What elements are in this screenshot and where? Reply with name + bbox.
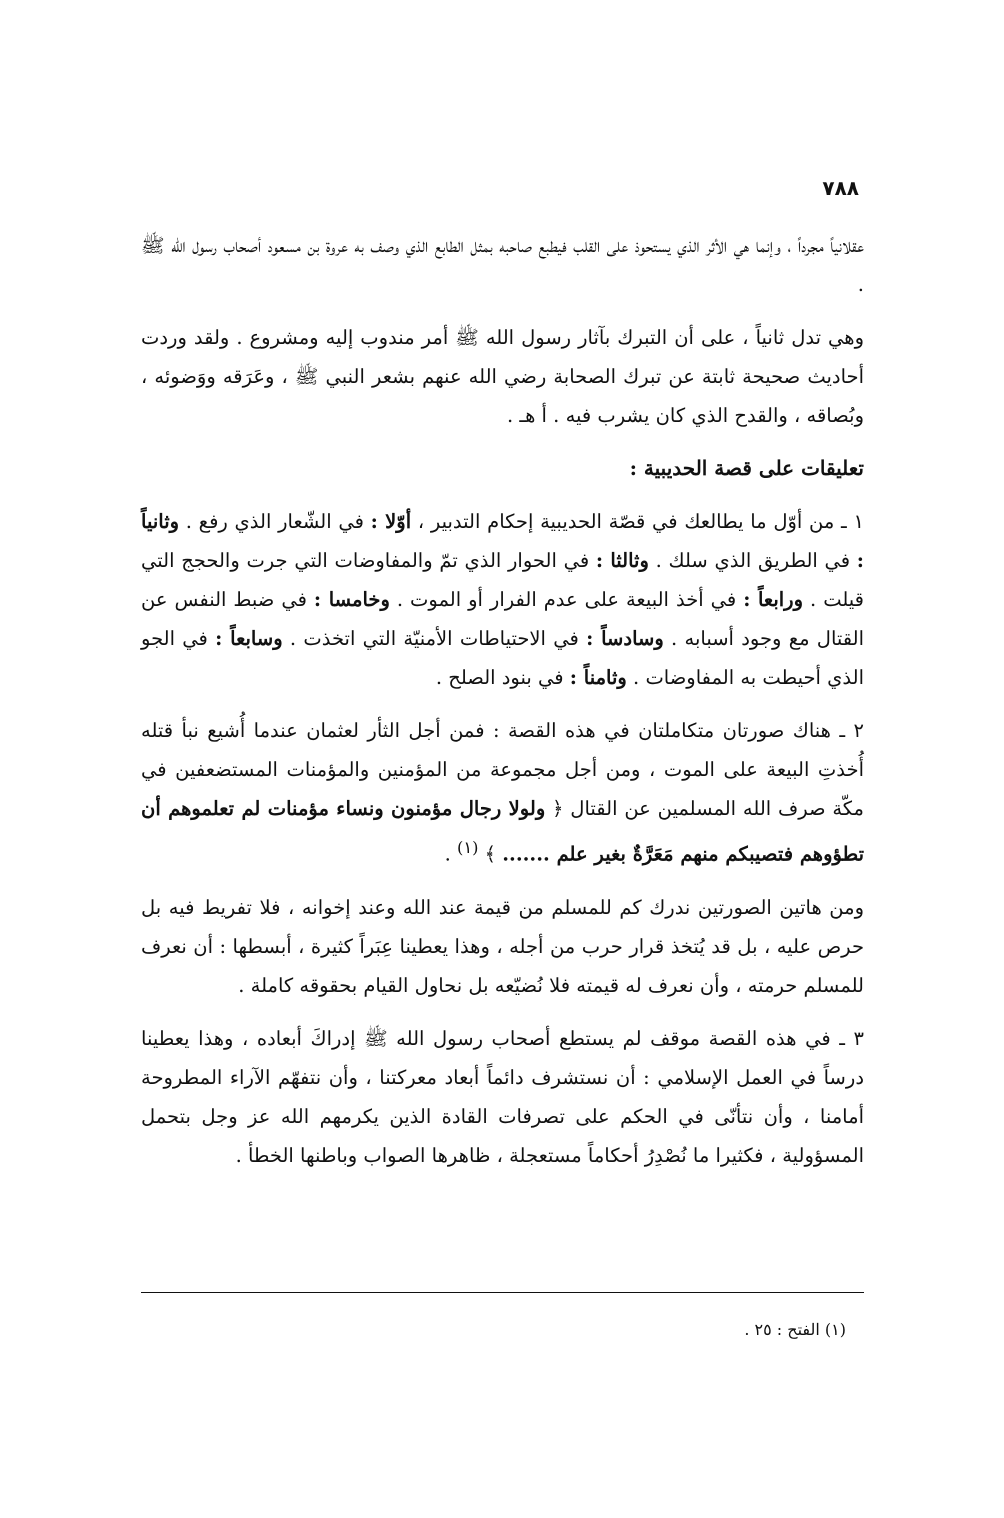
paragraph-gap (141, 697, 864, 711)
point-one-text: ١ ـ من أوّل ما يطالعك في قصّة الحديبية إحكام التدبير ، (411, 510, 864, 533)
point-one-text: في بنود الصلح . (435, 666, 570, 689)
point-two-text: ٢ ـ هناك صورتان متكاملتان في هذه القصة : فمن أجل الثأر لعثمان عندما أُشيع نبأ قتله أُخذتِ البيعة على الموت ، ومن أجل مجموعة من المؤمنين والمؤمنات المستضعفين في مكّة صرف الله المسلمين عن القتال ﴿ (141, 719, 865, 820)
footnote-reference: (١) (457, 838, 479, 857)
page-body (141, 226, 864, 1175)
point-one-keyword: أوّلا : (370, 510, 412, 533)
point-one-text: في الطريق الذي سلك . (648, 549, 857, 572)
point-one-keyword: ورابعاً : (743, 588, 804, 611)
point-one-keyword: وسادساً : (586, 627, 664, 650)
point-one-text: في الاحتياطات الأمنيّة التي اتخذت . (282, 627, 587, 650)
footnote: (١) الفتح : ٢٥ . (744, 1320, 846, 1339)
point-two-tail: . (444, 842, 458, 866)
point-one-text: في الحوار الذي تمّ والمفاوضات التي جرت والحجج التي قيلت . (141, 549, 865, 611)
point-one-keyword: وسابعاً : (215, 627, 283, 650)
point-two (141, 711, 864, 874)
paragraph-two-images: ومن هاتين الصورتين ندرك كم للمسلم من قيمة عند الله وعند إخوانه ، فلا تفريط فيه بل حرص عليه ، بل قد يُتخذ قرار حرب من أجله ، وهذا يعطينا عِبَراً كثيرة ، أبسطها : أن نعرف للمسلم حرمته ، وأن نعرف له قيمته فلا نُضيّعه بل نحاول القيام بحقوقه كاملة . (141, 895, 864, 997)
point-one-text: في الجو الذي أحيطت به المفاوضات . (141, 627, 864, 689)
paragraph-gap (141, 304, 864, 318)
point-one-text: في أخذ البيعة على عدم الفرار أو الموت . (389, 588, 744, 611)
point-one-text: في ضبط النفس عن القتال مع وجود أسبابه . (141, 588, 864, 650)
footnote-divider (141, 1292, 864, 1293)
page-number: ٧٨٨ (822, 176, 859, 200)
point-one (141, 502, 864, 697)
section-heading: تعليقات على قصة الحديبية : (629, 456, 864, 480)
point-three: ٣ ـ في هذه القصة موقف لم يستطع أصحاب رسول الله ﷺ إدراكَ أبعاده ، وهذا يعطينا درساً في العمل الإسلامي : أن نستشرف دائماً أبعاد معركتنا ، وأن نتفهّم الآراء المطروحة أمامنا ، وأن نتأنّى في الحكم على تصرفات القادة الذين يكرمهم الله عز وجل بتحمل المسؤولية ، فكثيرا ما نُصْدِرُ أحكاماً مستعجلة ، ظاهرها الصواب وباطنها الخطأ . (141, 1026, 864, 1167)
verse-close-bracket: ﴾ (478, 842, 503, 866)
paragraph-gap (141, 1005, 864, 1019)
point-one-keyword: وثانياً : (141, 510, 864, 572)
paragraph-gap (141, 874, 864, 888)
paragraph-intro-continued: عقلانياً مجرداً ، وإنما هي الأثر الذي يستحوذ على القلب فيطبع صاحبه بمثل الطابع الذي وصف به عروة بن مسعود أصحاب رسول الله ﷺ . (141, 234, 864, 296)
quran-verse: ولولا رجال مؤمنون ونساء مؤمنات لم تعلموهم أن تطؤوهم فتصيبكم منهم مَعَرَّةٌ بغير علم ....... (141, 797, 864, 866)
point-one-keyword: وثالثا : (595, 549, 649, 572)
point-one-text: في الشّعار الذي رفع . (179, 510, 371, 533)
paragraph-tabarruk: وهي تدل ثانياً ، على أن التبرك بآثار رسول الله ﷺ أمر مندوب إليه ومشروع . ولقد وردت أحاديث صحيحة ثابتة عن تبرك الصحابة رضي الله عنهم بشعر النبي ﷺ ، وعَرَقه ووَضوئه ، وبُصاقه ، والقدح الذي كان يشرب فيه . أ هـ . (141, 326, 864, 427)
paragraph-gap (141, 435, 864, 449)
point-one-keyword: وخامسا : (313, 588, 390, 611)
point-one-keyword: وثامناً : (569, 666, 627, 689)
paragraph-gap (141, 488, 864, 502)
